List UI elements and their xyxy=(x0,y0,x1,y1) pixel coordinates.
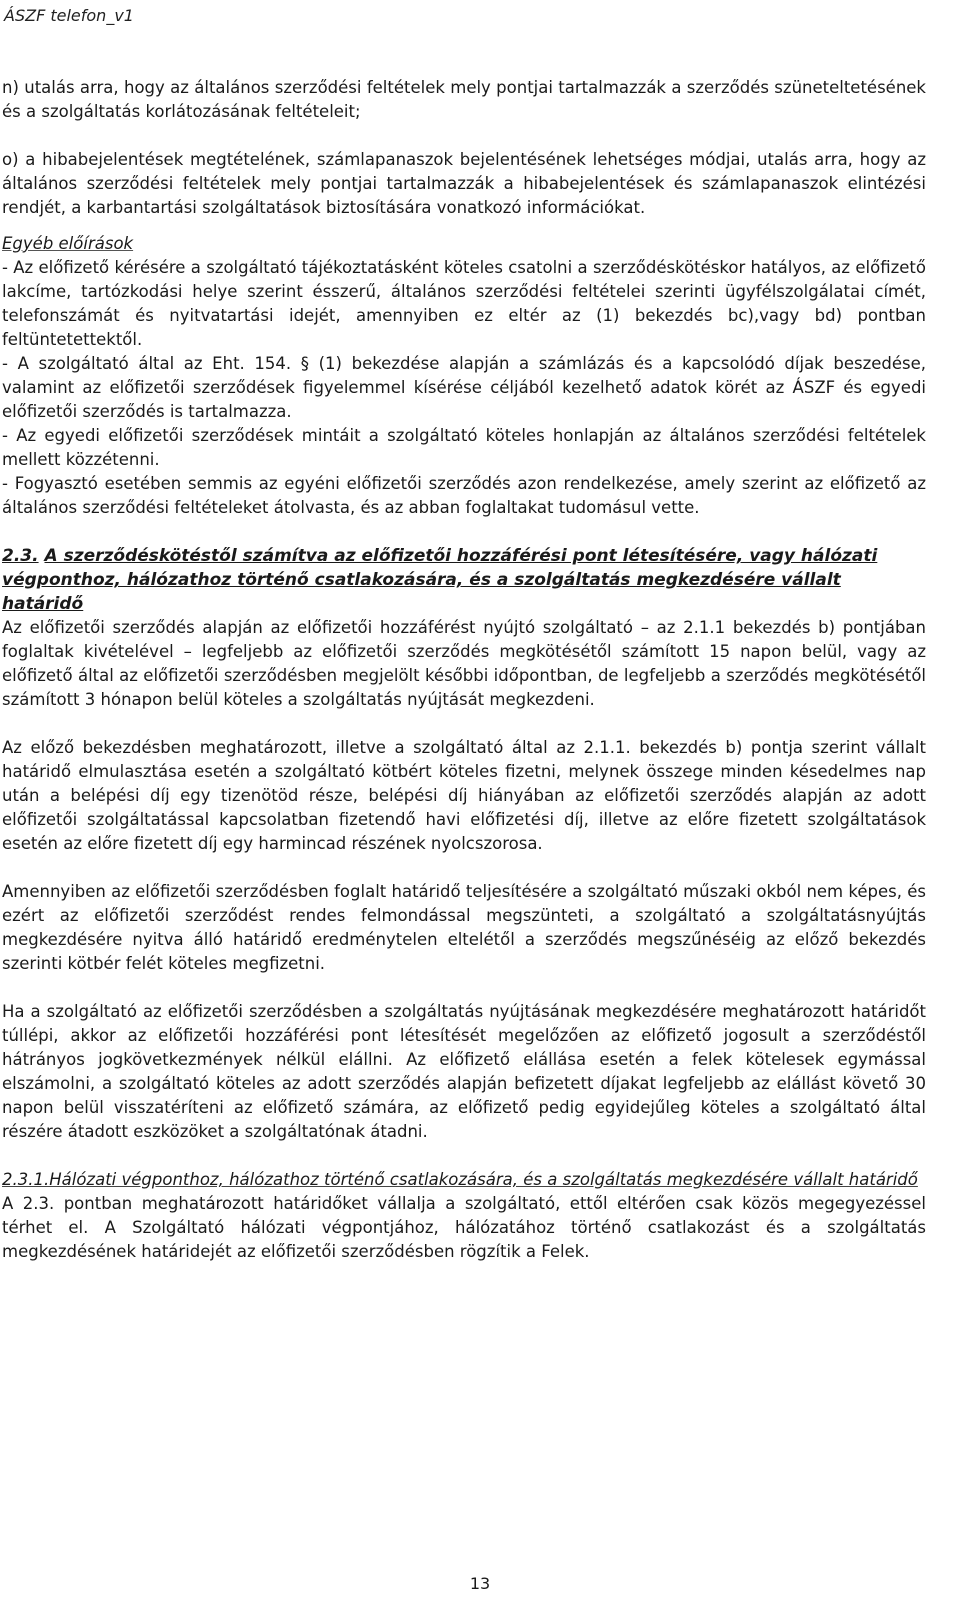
page-content xyxy=(2,76,926,1264)
running-header: ÁSZF telefon_v1 xyxy=(4,6,134,25)
section-paragraph: Az előző bekezdésben meghatározott, illetve a szolgáltató által az 2.1.1. bekezdés b) pontja szerint vállalt határidő elmulasztása esetén a szolgáltató kötbért köteles fizetni, melynek összege minden késedelmes nap után a belépési díj egy tizenötöd része, belépési díj hiányában az előfizetői szerződés alapján az adott előfizetői szolgáltatással kapcsolatban fizetendő havi előfizetési díj, illetve az előre fizetett szolgáltatások esetén az előre fizetett díj egy harmincad részének nyolcszorosa. xyxy=(2,738,926,853)
list-item-n: n) utalás arra, hogy az általános szerződési feltételek mely pontjai tartalmazzák a szerződés szüneteltetésének és a szolgáltatás korlátozásának feltételeit; xyxy=(2,78,926,121)
section-heading xyxy=(2,544,926,616)
section-paragraph: Amennyiben az előfizetői szerződésben foglalt határidő teljesítésére a szolgáltató műszaki okból nem képes, és ezért az előfizetői szerződést rendes felmondással megszünteti, a szolgáltató a szolgáltatásnyújtás megkezdésére nyitva álló határidő eredménytelen eltelétől a szerződés megszűnéséig az előző bekezdés szerinti kötbér felét köteles megfizetni. xyxy=(2,882,926,973)
other-rules-heading: Egyéb előírások xyxy=(2,234,134,253)
page-number: 13 xyxy=(469,1574,491,1593)
section-paragraph: Ha a szolgáltató az előfizetői szerződésben a szolgáltatás nyújtásának megkezdésére meghatározott határidőt túllépi, akkor az előfizetői hozzáférési pont létesítését megelőzően az előfizető jogosult a szerződéstől hátrányos jogkövetkezmények nélkül elállni. Az előfizető elállása esetén a felek kötelesek egymással elszámolni, a szolgáltató köteles az adott szerződés alapján befizetett díjakat legfeljebb az elállást követő 30 napon belül visszatéríteni az előfizető számára, az előfizető pedig egyidejűleg köteles a szolgáltató által részére átadott eszközöket a szolgáltatónak átadni. xyxy=(2,1002,926,1141)
list-item-o: o) a hibabejelentések megtételének, számlapanaszok bejelentésének lehetséges módjai, utalás arra, hogy az általános szerződési feltételek mely pontjai tartalmazzák a hibabejelentések és számlapanaszok elintézési rendjét, a karbantartási szolgáltatások biztosítására vonatkozó információkat. xyxy=(2,150,926,217)
subsection-heading: 2.3.1.Hálózati végponthoz, hálózathoz történő csatlakozására, és a szolgáltatás megkezdésére vállalt határidő xyxy=(2,1170,918,1189)
other-rules-paragraph: - Az előfizető kérésére a szolgáltató tájékoztatásként köteles csatolni a szerződéskötéskor hatályos, az előfizető lakcíme, tartózkodási helye szerint ésszerű, általános szerződési feltételei szerinti ügyfélszolgálatai címét, telefonszámát és nyitvatartási idejét, amennyiben ez eltér az (1) bekezdés bc),vagy bd) pontban feltüntetettektől. xyxy=(2,258,926,349)
other-rules-paragraph: - A szolgáltató által az Eht. 154. § (1) bekezdése alapján a számlázás és a kapcsolódó díjak beszedése, valamint az előfizetői szerződések figyelemmel kísérése céljából kezelhető adatok körét az ÁSZF és egyedi előfizetői szerződés is tartalmazza. xyxy=(2,354,926,421)
subsection-paragraph: A 2.3. pontban meghatározott határidőket vállalja a szolgáltató, ettől eltérően csak közös megegyezéssel térhet el. A Szolgáltató hálózati végpontjához, hálózatához történő csatlakozást és a szolgáltatás megkezdésének határidejét az előfizetői szerződésben rögzítik a Felek. xyxy=(2,1194,926,1261)
section-title: A szerződéskötéstől számítva az előfizetői hozzáférési pont létesítésére, vagy hálózati végponthoz, hálózathoz történő csatlakozására, és a szolgáltatás megkezdésére vállalt határidő xyxy=(2,546,878,614)
section-number: 2.3. xyxy=(2,546,39,566)
section-paragraph: Az előfizetői szerződés alapján az előfizetői hozzáférést nyújtó szolgáltató – az 2.1.1 bekezdés b) pontjában foglaltak kivételével – legfeljebb az előfizetői szerződés megkötésétől számított 15 napon belül, vagy az előfizető által az előfizetői szerződésben megjelölt későbbi időpontban, de legfeljebb a szerződés megkötésétől számított 3 hónapon belül köteles a szolgáltatás nyújtását megkezdeni. xyxy=(2,618,926,709)
other-rules-paragraph: - Fogyasztó esetében semmis az egyéni előfizetői szerződés azon rendelkezése, amely szerint az előfizető az általános szerződési feltételeket átolvasta, és az abban foglaltakat tudomásul vette. xyxy=(2,474,926,517)
other-rules-paragraph: - Az egyedi előfizetői szerződések mintáit a szolgáltató köteles honlapján az általános szerződési feltételek mellett közzétenni. xyxy=(2,426,926,469)
